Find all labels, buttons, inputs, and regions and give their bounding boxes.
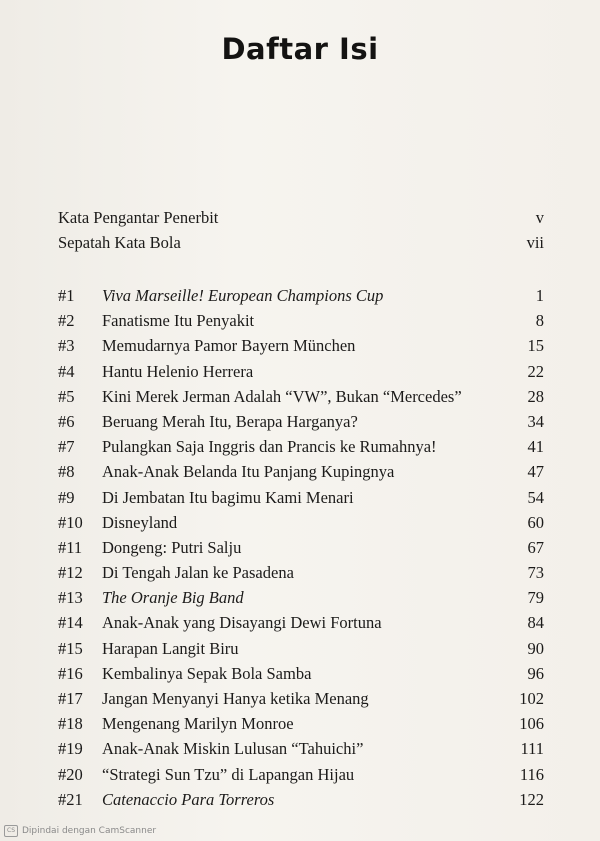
chapter-title: Di Tengah Jalan ke Pasadena — [102, 563, 294, 583]
chapter-page: 41 — [527, 437, 544, 457]
toc-entry — [58, 387, 544, 412]
chapter-page: 111 — [520, 739, 544, 759]
toc-entry — [58, 613, 544, 638]
toc-entry — [58, 563, 544, 588]
toc-entry — [58, 513, 544, 538]
chapter-number: #14 — [58, 613, 83, 633]
chapter-number: #1 — [58, 286, 75, 305]
chapter-page: 22 — [527, 361, 544, 381]
chapter-page: 102 — [519, 689, 544, 708]
chapter-page: 116 — [519, 764, 544, 784]
chapter-number: #17 — [58, 689, 83, 708]
toc-entry — [58, 689, 544, 714]
chapter-number: #20 — [58, 764, 83, 784]
camscanner-logo-icon: CS — [4, 825, 18, 837]
chapter-title: Fanatisme Itu Penyakit — [102, 311, 255, 331]
chapter-number: #15 — [58, 638, 83, 658]
watermark-text: Dipindai dengan CamScanner — [22, 826, 157, 836]
chapter-number: #12 — [58, 563, 83, 583]
chapter-title: Hantu Helenio Herrera — [102, 361, 254, 381]
chapter-page: 8 — [535, 311, 544, 331]
toc-entry — [58, 765, 544, 790]
toc-entry — [58, 488, 544, 513]
chapter-page: 79 — [527, 588, 544, 608]
chapter-page: 67 — [527, 537, 544, 557]
chapter-title: Pulangkan Saja Inggris dan Prancis ke Rumahnya! — [102, 437, 437, 457]
chapter-title: Di Jembatan Itu bagimu Kami Menari — [102, 487, 354, 507]
toc-entry — [58, 412, 544, 437]
chapter-title: The Oranje Big Band — [102, 588, 244, 608]
toc-entry — [58, 714, 544, 739]
toc-entry — [58, 286, 544, 311]
chapter-title: Disneyland — [102, 512, 178, 532]
chapter-number: #3 — [58, 336, 75, 356]
chapter-title: Anak-Anak Miskin Lulusan “Tahuichi” — [102, 739, 364, 759]
front-matter-list — [58, 208, 544, 258]
chapter-title: Anak-Anak Belanda Itu Panjang Kupingnya — [102, 462, 395, 482]
chapter-number: #19 — [58, 739, 83, 759]
chapter-number: #9 — [58, 487, 75, 507]
chapter-page: 73 — [527, 563, 544, 583]
chapter-number: #18 — [58, 714, 83, 734]
chapter-page: 60 — [527, 512, 544, 532]
chapter-title: Kini Merek Jerman Adalah “VW”, Bukan “Mercedes” — [102, 386, 462, 406]
chapter-page: 122 — [519, 789, 544, 809]
chapter-page: 84 — [527, 613, 544, 633]
chapter-page: 96 — [527, 663, 544, 683]
front-matter-page: vii — [526, 233, 544, 252]
table-of-contents — [58, 286, 544, 815]
chapter-page: 28 — [527, 386, 544, 406]
chapter-title: Harapan Langit Biru — [102, 638, 239, 658]
toc-entry — [58, 362, 544, 387]
toc-entry — [58, 664, 544, 689]
chapter-page: 1 — [535, 286, 544, 305]
chapter-title: Catenaccio Para Torreros — [102, 789, 275, 809]
chapter-page: 47 — [527, 462, 544, 482]
toc-entry — [58, 739, 544, 764]
chapter-number: #2 — [58, 311, 75, 331]
chapter-number: #6 — [58, 411, 75, 431]
chapter-number: #4 — [58, 361, 75, 381]
chapter-number: #5 — [58, 386, 75, 406]
toc-entry — [58, 588, 544, 613]
chapter-page: 15 — [527, 336, 544, 356]
chapter-number: #8 — [58, 462, 75, 482]
toc-entry — [58, 311, 544, 336]
chapter-title: Memudarnya Pamor Bayern München — [102, 336, 356, 356]
toc-entry — [58, 336, 544, 361]
toc-entry — [58, 639, 544, 664]
chapter-number: #10 — [58, 512, 83, 532]
chapter-title: Dongeng: Putri Salju — [102, 537, 242, 557]
chapter-title: Mengenang Marilyn Monroe — [102, 714, 294, 734]
front-matter-item — [58, 233, 544, 258]
toc-entry — [58, 790, 544, 815]
chapter-page: 54 — [527, 487, 544, 507]
toc-entry — [58, 462, 544, 487]
front-matter-title: Sepatah Kata Bola — [58, 233, 181, 252]
chapter-page: 106 — [519, 714, 544, 734]
chapter-number: #21 — [58, 789, 83, 809]
chapter-title: Jangan Menyanyi Hanya ketika Menang — [102, 689, 369, 708]
front-matter-item — [58, 208, 544, 233]
front-matter-title: Kata Pengantar Penerbit — [58, 208, 219, 227]
front-matter-page: v — [535, 208, 544, 227]
chapter-title: Beruang Merah Itu, Berapa Harganya? — [102, 411, 358, 431]
chapter-page: 90 — [527, 638, 544, 658]
chapter-page: 34 — [527, 411, 544, 431]
chapter-number: #7 — [58, 437, 75, 457]
toc-entry — [58, 437, 544, 462]
scanner-watermark — [4, 825, 156, 837]
toc-entry — [58, 538, 544, 563]
chapter-title: “Strategi Sun Tzu” di Lapangan Hijau — [102, 764, 355, 784]
chapter-title: Kembalinya Sepak Bola Samba — [102, 663, 312, 683]
chapter-title: Anak-Anak yang Disayangi Dewi Fortuna — [102, 613, 382, 633]
chapter-number: #16 — [58, 663, 83, 683]
chapter-number: #11 — [58, 537, 83, 557]
chapter-number: #13 — [58, 588, 83, 608]
chapter-title: Viva Marseille! European Champions Cup — [102, 286, 384, 305]
page-title: Daftar Isi — [221, 32, 379, 66]
